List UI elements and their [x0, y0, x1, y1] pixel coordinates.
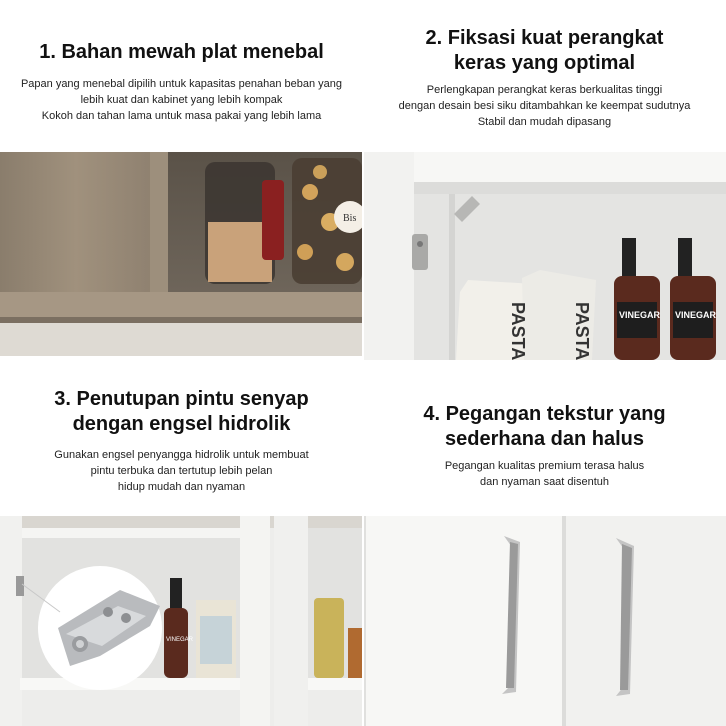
- feature-3-desc-line: Gunakan engsel penyangga hidrolik untuk membuat: [54, 449, 309, 461]
- feature-4-title-line: sederhana dan halus: [445, 428, 644, 450]
- feature-3-desc-line: pintu terbuka dan tertutup lebih pelan: [90, 465, 273, 477]
- feature-3-block: [0, 360, 363, 512]
- feature-4-desc-line: Pegangan kualitas premium terasa halus: [444, 460, 645, 472]
- feature-4-desc-line: dan nyaman saat disentuh: [479, 476, 610, 488]
- feature-2-block: [363, 0, 726, 150]
- feature-4-title: [363, 402, 726, 452]
- feature-3-description: [0, 447, 363, 495]
- feature-3-title-line: dengan engsel hidrolik: [72, 413, 291, 435]
- feature-1-desc-line: Kokoh dan tahan lama untuk masa pakai yang lebih lama: [41, 110, 322, 122]
- hardware-photo: [364, 152, 726, 360]
- hydraulic-hinge-photo: [0, 516, 362, 726]
- feature-2-desc-line: Perlengkapan perangkat keras berkualitas tinggi: [426, 84, 663, 96]
- pasta-label: PASTA: [508, 302, 528, 360]
- jar-brand-label: Bis: [343, 213, 357, 224]
- feature-1-desc-line: lebih kuat dan kabinet yang lebih kompak: [80, 94, 283, 106]
- feature-4-title-line: 4. Pegangan tekstur yang: [423, 403, 666, 425]
- feature-2-desc-line: dengan desain besi siku ditambahkan ke keempat sudutnya: [398, 100, 691, 112]
- feature-3-title-line: 3. Penutupan pintu senyap: [54, 388, 309, 410]
- feature-4-block: [363, 360, 726, 512]
- thick-board-photo: [0, 152, 362, 356]
- feature-1-description: [0, 76, 363, 124]
- feature-2-desc-line: Stabil dan mudah dipasang: [477, 116, 612, 128]
- feature-2-title-line: keras yang optimal: [453, 52, 636, 74]
- vinegar-label: VINEGAR: [619, 310, 661, 320]
- handles-photo: [364, 516, 726, 726]
- feature-1-title-line: 1. Bahan mewah plat menebal: [39, 41, 324, 63]
- vinegar-small-label: VINEGAR: [166, 637, 194, 643]
- pasta-label: PASTA: [572, 302, 592, 360]
- feature-2-description: [363, 82, 726, 130]
- feature-1-block: [0, 0, 363, 150]
- feature-2-title-line: 2. Fiksasi kuat perangkat: [425, 27, 664, 49]
- vinegar-label: VINEGAR: [675, 310, 717, 320]
- feature-4-description: [363, 458, 726, 490]
- feature-2-title: [363, 26, 726, 76]
- feature-1-desc-line: Papan yang menebal dipilih untuk kapasitas penahan beban yang: [20, 78, 343, 90]
- feature-3-title: [0, 387, 363, 437]
- feature-1-title: [0, 40, 363, 65]
- feature-3-desc-line: hidup mudah dan nyaman: [117, 481, 246, 493]
